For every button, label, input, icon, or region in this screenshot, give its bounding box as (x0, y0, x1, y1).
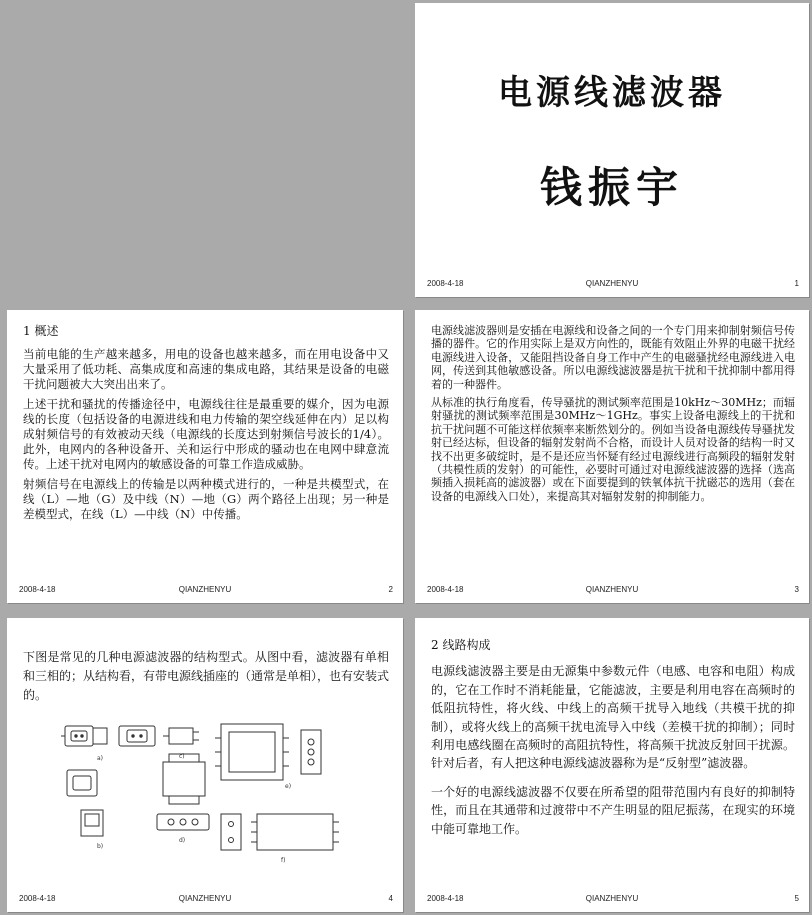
filter-d-image (157, 754, 209, 830)
label-c: c) (179, 753, 185, 760)
footer-author: QIANZHENYU (178, 894, 232, 903)
label-a: a) (97, 755, 104, 762)
slide-number: 3 (794, 585, 799, 594)
paragraph-2: 从标准的执行角度看，传导骚扰的测试频率范围是10kHz～30MHz；而辐射骚扰的测试频率范围是30MHz～1GHz。事实上设备电源线上的干扰和抗干扰问题不可能这样依频率来断然划分的。例如当设备电源线传导骚扰发射已经达标，但设备的辐射发射尚不合格，而设计人员对设备的结构一时又找不出更多破绽时，是不是还应当怀疑有经过电源线进行高频段的辐射发射（共模性质的发射）的可能性，必要时可通过对电源线滤波器的选择（选高频插入损耗高的滤波器）或在下面要提到的铁氧体抗干扰磁芯的选用（套在设备的电源线入口处），来提高其对辐射发射的抑制能力。 (431, 396, 795, 503)
footer-author: QIANZHENYU (585, 585, 639, 594)
section-heading: 1 概述 (23, 324, 59, 338)
label-e: e) (285, 783, 292, 790)
label-f: f) (281, 857, 286, 864)
section-heading: 2 线路构成 (431, 638, 491, 652)
footer-date: 2008-4-18 (427, 585, 464, 594)
presentation-author: 钱振宇 (539, 163, 684, 212)
slide-body (431, 636, 795, 848)
filter-c-image (163, 728, 199, 744)
slide-body (431, 324, 795, 508)
slide-footer (415, 279, 809, 291)
slide-body (23, 648, 389, 710)
footer-date: 2008-4-18 (427, 279, 464, 288)
presentation-title: 电源线滤波器 (498, 73, 726, 113)
filter-f-image (221, 814, 339, 850)
slide-footer (415, 894, 809, 906)
footer-date: 2008-4-18 (19, 894, 56, 903)
filter-e-image (215, 724, 321, 780)
slide-footer (7, 585, 403, 597)
slide-body (23, 324, 389, 527)
footer-date: 2008-4-18 (427, 894, 464, 903)
slide-2-overview[interactable] (7, 310, 403, 603)
paragraph-1: 电源线滤波器主要是由无源集中参数元件（电感、电容和电阻）构成的，它在工作时不消耗能量，它能滤波，主要是利用电容在高频时的低阻抗特性，将火线、中线上的高频干扰导入地线（共模干扰的抑制），或将火线上的高频干扰电流导入中线（差模干扰的抑制）；同时利用电感线圈在高频时的高阻抗特性，将高频干扰波反射回干扰源。针对后者，有人把这种电源线滤波器称为是“反射型”滤波器。 (431, 664, 795, 771)
slide-number: 2 (388, 585, 393, 594)
slide-number: 4 (388, 894, 393, 903)
footer-author: QIANZHENYU (585, 279, 639, 288)
slide-5-circuit[interactable] (415, 618, 809, 912)
slide-3-definition[interactable] (415, 310, 809, 603)
footer-author: QIANZHENYU (178, 585, 232, 594)
slide-number: 1 (794, 279, 799, 288)
slide-footer (7, 894, 403, 906)
slide-1-title[interactable] (415, 3, 809, 297)
filter-b-image (67, 770, 103, 836)
slide-number: 5 (794, 894, 799, 903)
slide-footer (415, 585, 809, 597)
paragraph-1: 电源线滤波器则是安插在电源线和设备之间的一个专门用来抑制射频信号传播的器件。它的作用实际上是双方向性的，既能有效阻止外界的电磁干扰经电源线进入设备，又能阻挡设备自身工作中产生的电磁骚扰经电源线进入电网，传送到其他敏感设备。所以电源线滤波器是抗干扰和干扰抑制中都用得着的一种器件。 (431, 324, 795, 391)
label-d: d) (179, 837, 186, 844)
footer-date: 2008-4-18 (19, 585, 56, 594)
filter-structures-diagram (45, 718, 385, 868)
paragraph-2: 上述干扰和骚扰的传播途径中，电源线往往是最重要的媒介，因为电源线的长度（包括设备的电源进线和电力传输的架空线延伸在内）足以构成射频信号的有效被动天线（电源线的长度达到射频信号波长的1/4）。此外，电网内的各种设备开、关和运行中形成的骚动也在电网中肆意流传。上述干扰对电网内的敏感设备的可靠工作造成威胁。 (23, 397, 389, 471)
label-b: b) (97, 843, 104, 850)
paragraph-1: 下图是常见的几种电源滤波器的结构型式。从图中看，滤波器有单相和三相的；从结构看，有带电源线插座的（通常是单相），也有安装式的。 (23, 650, 390, 702)
filter-a2-image (119, 726, 155, 746)
slide-4-structures[interactable] (7, 618, 403, 912)
paragraph-3: 射频信号在电源线上的传输是以两种模式进行的，一种是共模型式，在线（L）—地（G）及中线（N）—地（G）两个路径上出现；另一种是差模型式，在线（L）—中线（N）中传播。 (23, 477, 389, 521)
paragraph-1: 当前电能的生产越来越多，用电的设备也越来越多，而在用电设备中又大量采用了低功耗、高集成度和高速的集成电路，其结果是设备的电磁干扰问题被大大突出出来了。 (23, 347, 389, 391)
paragraph-2: 一个好的电源线滤波器不仅要在所希望的阻带范围内有良好的抑制特性，而且在其通带和过渡带中不产生明显的阻尼振荡，在现实的环境中能可靠地工作。 (431, 784, 795, 836)
filter-a-image (61, 726, 107, 746)
footer-author: QIANZHENYU (585, 894, 639, 903)
